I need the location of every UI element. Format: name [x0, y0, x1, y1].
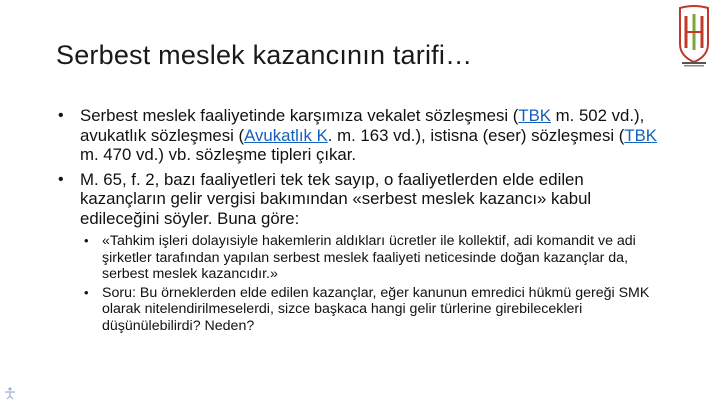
sub-bullet-dot: • [84, 233, 89, 248]
bullet-item [58, 106, 668, 165]
bullet-text: m. 470 vd.) vb. sözleşme tipleri çıkar. [80, 145, 357, 164]
bullet-dot: • [58, 107, 64, 124]
bullet-text: m. 502 vd.), avukatlık sözleşmesi ( [80, 106, 645, 145]
sub-bullet-text: «Tahkim işleri dolayısiyle hakemlerin aldıkları ücretler ile kollektif, adi komandit ve adi şirketler tarafından yapılan serbest meslek faaliyeti neticesinde doğan kazançlar da, serbest meslek kazancıdır.» [102, 233, 636, 283]
avukatlik-kanunu-link[interactable]: Avukatlık K [244, 125, 328, 145]
tbk-link[interactable]: TBK [518, 106, 551, 125]
sub-bullet-dot: • [84, 284, 89, 300]
bullet-text: Serbest meslek faaliyetinde karşımıza vekalet sözleşmesi ( [80, 106, 519, 125]
sub-bullet-item [58, 285, 668, 335]
sub-bullet-text: Soru: Bu örneklerden elde edilen kazançlar, eğer kanunun emredici hükmü gereği SMK olarak nitelendirilmeselerdi, sizce başkaca hangi gelir türlerine girebilecekleri düşünülebilirdi? Neden? [102, 284, 650, 334]
bullet-dot: • [58, 170, 64, 188]
accessibility-icon[interactable] [3, 386, 17, 400]
slide-title: Serbest meslek kazancının tarifi… [56, 40, 473, 70]
slide-body [58, 106, 668, 337]
university-logo-icon [674, 4, 714, 68]
tbk-link[interactable]: TBK [624, 125, 657, 145]
bullet-text: . m. 163 vd.), istisna (eser) sözleşmesi ( [327, 125, 625, 145]
bullet-text: M. 65, f. 2, bazı faaliyetleri tek tek sayıp, o faaliyetlerden elde edilen kazançların gelir vergisi bakımından «serbest meslek kazancı» kabul edileceğini söyler. Buna göre: [80, 169, 592, 228]
sub-bullet-item [58, 233, 668, 283]
bullet-item [58, 170, 668, 229]
